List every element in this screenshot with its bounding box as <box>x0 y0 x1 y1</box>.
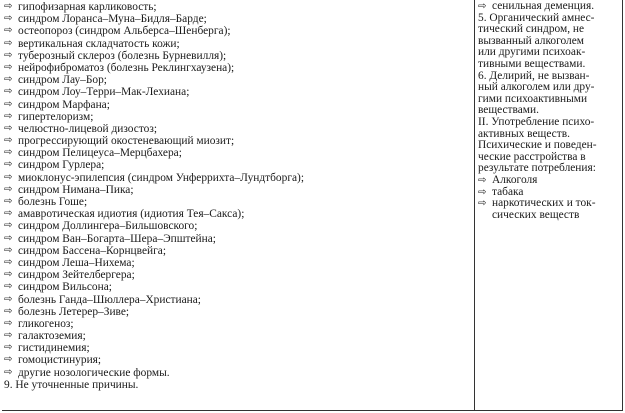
arrow-right-outline-icon: ⇨ <box>4 220 13 232</box>
arrow-right-outline-icon: ⇨ <box>4 135 13 147</box>
arrow-right-outline-icon: ⇨ <box>4 244 13 256</box>
list-item <box>4 123 470 135</box>
list-item <box>4 62 470 74</box>
list-item-text: синдром Гурлера; <box>18 159 105 172</box>
arrow-right-outline-icon: ⇨ <box>4 330 13 342</box>
arrow-right-outline-icon: ⇨ <box>4 147 13 159</box>
list-item-text: амавротическая идиотия (идиотия Тея–Сакса); <box>18 208 245 221</box>
list-item-text: синдром Зейтелбергера; <box>18 269 135 282</box>
paragraph-5 <box>478 13 621 71</box>
list-item <box>4 86 470 98</box>
list-item-text: вертикальная складчатость кожи; <box>18 37 180 50</box>
list-item-text: миоклонус-эпилепсия (синдром Унферрихта–Лундтборга); <box>18 171 305 184</box>
arrow-right-outline-icon: ⇨ <box>4 61 13 73</box>
arrow-right-outline-icon: ⇨ <box>4 342 13 354</box>
list-item-text: болезнь Гоше; <box>18 196 88 208</box>
paragraph-6 <box>478 71 621 117</box>
list-item <box>4 257 470 269</box>
arrow-right-outline-icon: ⇨ <box>4 171 13 183</box>
text-line: 5. Органический амнес- <box>478 11 595 24</box>
list-item-text: гипофизарная карликовость; <box>18 1 157 13</box>
paragraph-mental-disorders <box>478 140 621 175</box>
right-column <box>478 1 621 410</box>
list-item <box>4 38 470 50</box>
list-item-text: гликогеноз; <box>18 317 74 330</box>
arrow-right-outline-icon: ⇨ <box>4 269 13 281</box>
arrow-right-outline-icon: ⇨ <box>4 159 13 171</box>
list-item <box>4 50 470 62</box>
list-item <box>4 135 470 147</box>
arrow-right-outline-icon: ⇨ <box>4 293 13 305</box>
list-item-text: Алкоголя <box>492 173 538 186</box>
list-item-text: другие нозологические формы. <box>18 366 170 379</box>
list-item <box>4 220 470 232</box>
substances-list <box>478 175 621 210</box>
list-item <box>4 306 470 318</box>
text-line: II. Употребление психо- <box>478 115 595 128</box>
list-item <box>4 111 470 123</box>
list-item <box>4 1 470 13</box>
arrow-right-outline-icon: ⇨ <box>4 354 13 366</box>
text-line: ческие расстройства в <box>478 150 586 163</box>
arrow-right-outline-icon: ⇨ <box>478 174 487 186</box>
list-item-text: синдром Нимана–Пика; <box>18 183 134 196</box>
text-line: веществами. <box>478 104 539 117</box>
list-item-text: галактоземия; <box>18 330 86 343</box>
list-item-text: гистидинемия; <box>18 342 90 355</box>
arrow-right-outline-icon: ⇨ <box>4 366 13 378</box>
arrow-right-outline-icon: ⇨ <box>4 86 13 98</box>
paragraph-ii <box>478 117 621 140</box>
arrow-right-outline-icon: ⇨ <box>4 208 13 220</box>
list-item <box>4 13 470 25</box>
list-item-text: синдром Вильсона; <box>18 281 112 294</box>
list-item <box>4 294 470 306</box>
arrow-right-outline-icon: ⇨ <box>4 232 13 244</box>
arrow-right-outline-icon: ⇨ <box>478 198 487 210</box>
section-9-heading: 9. Не уточненные причины. <box>4 378 139 391</box>
list-item <box>4 147 470 159</box>
arrow-right-outline-icon: ⇨ <box>4 183 13 195</box>
list-item <box>4 330 470 342</box>
list-item <box>4 159 470 171</box>
list-item <box>4 318 470 330</box>
list-item <box>4 245 470 257</box>
list-item-text: синдром Пелицеуса–Мерцбахера; <box>18 147 182 160</box>
list-item-text: гомоцистинурия; <box>18 354 102 367</box>
arrow-right-outline-icon: ⇨ <box>4 305 13 317</box>
arrow-right-outline-icon: ⇨ <box>4 110 13 122</box>
list-item-text: нейрофиброматоз (болезнь Реклингхаузена); <box>18 61 235 74</box>
list-item-text: синдром Лоу–Терри–Мак-Лехиана; <box>18 86 190 99</box>
list-item-text: гипертелоризм; <box>18 110 94 123</box>
list-item-text: синдром Лоранса–Муна–Бидля–Барде; <box>18 13 207 26</box>
text-line: активных веществ. <box>478 127 570 140</box>
list-item <box>4 196 470 208</box>
text-line: ный алкоголем или дру- <box>478 81 595 94</box>
list-item-text: остеопороз (синдром Альберса–Шенберга); <box>18 25 231 38</box>
arrow-right-outline-icon: ⇨ <box>4 122 13 134</box>
arrow-right-outline-icon: ⇨ <box>4 281 13 293</box>
arrow-right-outline-icon: ⇨ <box>4 25 13 37</box>
text-line: гими психоактивными <box>478 92 588 105</box>
arrow-right-outline-icon: ⇨ <box>478 186 487 198</box>
text-line: тический синдром, не <box>478 23 585 36</box>
list-item-text: болезнь Ганда–Шюллера–Христиана; <box>18 293 201 306</box>
list-item-text: синдром Доллингера–Бильшовского; <box>18 220 198 233</box>
list-item-text: прогрессирующий окостеневающий миозит; <box>18 135 235 148</box>
text-line: Психические и поведен- <box>478 139 597 152</box>
list-item <box>4 269 470 281</box>
list-item-text: сенильная деменция. <box>492 1 595 12</box>
list-item <box>478 1 621 13</box>
list-item-text: синдром Бассена–Корнцвейга; <box>18 244 166 257</box>
list-item <box>4 208 470 220</box>
text-line: 6. Делирий, не вызван- <box>478 69 590 82</box>
arrow-right-outline-icon: ⇨ <box>478 1 487 12</box>
list-item <box>4 354 470 366</box>
list-item-text: синдром Лау–Бор; <box>18 74 107 87</box>
arrow-right-outline-icon: ⇨ <box>4 74 13 86</box>
list-item-text: табака <box>492 185 524 198</box>
text-line: тивными веществами. <box>478 57 586 70</box>
list-item <box>4 233 470 245</box>
text-line: результате потребления: <box>478 162 596 175</box>
left-column <box>4 1 470 410</box>
arrow-right-outline-icon: ⇨ <box>4 98 13 110</box>
text-line: или другими психоак- <box>478 46 586 59</box>
arrow-right-outline-icon: ⇨ <box>4 37 13 49</box>
list-item <box>478 198 621 210</box>
list-item-text: туберозный склероз (болезнь Бурневилля); <box>18 49 227 62</box>
arrow-right-outline-icon: ⇨ <box>4 13 13 25</box>
list-item <box>4 367 470 379</box>
list-item <box>4 342 470 354</box>
list-item-text: синдром Ван–Богарта–Шера–Эпштейна; <box>18 232 216 245</box>
text-line: вызванный алкоголем <box>478 34 584 47</box>
column-divider <box>474 0 475 411</box>
arrow-right-outline-icon: ⇨ <box>4 317 13 329</box>
list-item-continuation: сических веществ <box>492 208 580 221</box>
arrow-right-outline-icon: ⇨ <box>4 256 13 268</box>
arrow-right-outline-icon: ⇨ <box>4 1 13 12</box>
arrow-right-outline-icon: ⇨ <box>4 196 13 207</box>
list-item-text: синдром Леша–Нихема; <box>18 256 135 269</box>
list-item-text: болезнь Летерер–Зиве; <box>18 305 130 318</box>
list-item <box>4 99 470 111</box>
list-item <box>4 74 470 86</box>
right-column-content <box>478 1 621 221</box>
list-item <box>4 25 470 37</box>
arrow-right-outline-icon: ⇨ <box>4 49 13 61</box>
list-item <box>4 172 470 184</box>
list-item-text: челюстно-лицевой дизостоз; <box>18 122 158 135</box>
list-item-text: синдром Марфана; <box>18 98 110 111</box>
list-item-text: наркотических и ток- <box>492 197 596 210</box>
list-item <box>4 281 470 293</box>
list-item <box>4 184 470 196</box>
